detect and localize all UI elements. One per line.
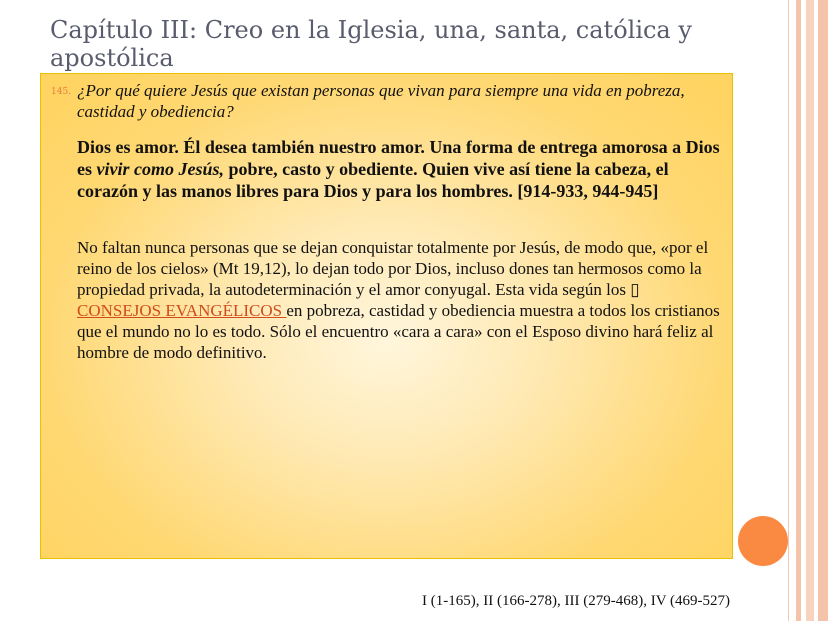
question-number: 145.	[51, 87, 72, 97]
answer-emphasis: vivir como Jesús,	[96, 159, 224, 179]
explanation-text	[77, 237, 727, 363]
decorative-divider-line	[788, 0, 789, 621]
decorative-side-stripes	[796, 0, 828, 621]
answer-part-1: Dios es amor. Él desea también nuestro amor. Una forma de entrega amorosa a Dios es	[77, 137, 720, 179]
question-text: ¿Por qué quiere Jesús que existan personas que vivan para siempre una vida en pobreza, castidad y obediencia?	[77, 81, 685, 121]
footer-chapter-ranges: I (1-165), II (166-278), III (279-468), IV (469-527)	[422, 593, 730, 609]
explanation-part-2: en pobreza, castidad y obediencia muestra a todos los cristianos que el mundo no lo es todo. Sólo el encuentro «cara a cara» con el Esposo divino hará feliz al hombre de modo definitivo.	[77, 301, 720, 362]
slide-title: Capítulo III: Creo en la Iglesia, una, santa, católica y apostólica	[50, 16, 692, 72]
consejos-evangelicos-link[interactable]: CONSEJOS EVANGÉLICOS	[77, 301, 287, 320]
explanation-part-1: No faltan nunca personas que se dejan conquistar totalmente por Jesús, de modo que, «por el reino de los cielos» (Mt 19,12), lo dejan todo por Dios, incluso dones tan hermosos como la propiedad privada, la autodeterminación y el amor conyugal. Esta vida según los ▯	[77, 238, 709, 299]
answer-part-2: pobre, casto y obediente. Quien vive así tiene la cabeza, el corazón y las manos libres para Dios y para los hombres. [914-933, 944-945]	[77, 159, 669, 201]
answer-text	[77, 136, 727, 202]
decorative-orange-circle	[738, 516, 788, 566]
content-box	[40, 73, 733, 559]
